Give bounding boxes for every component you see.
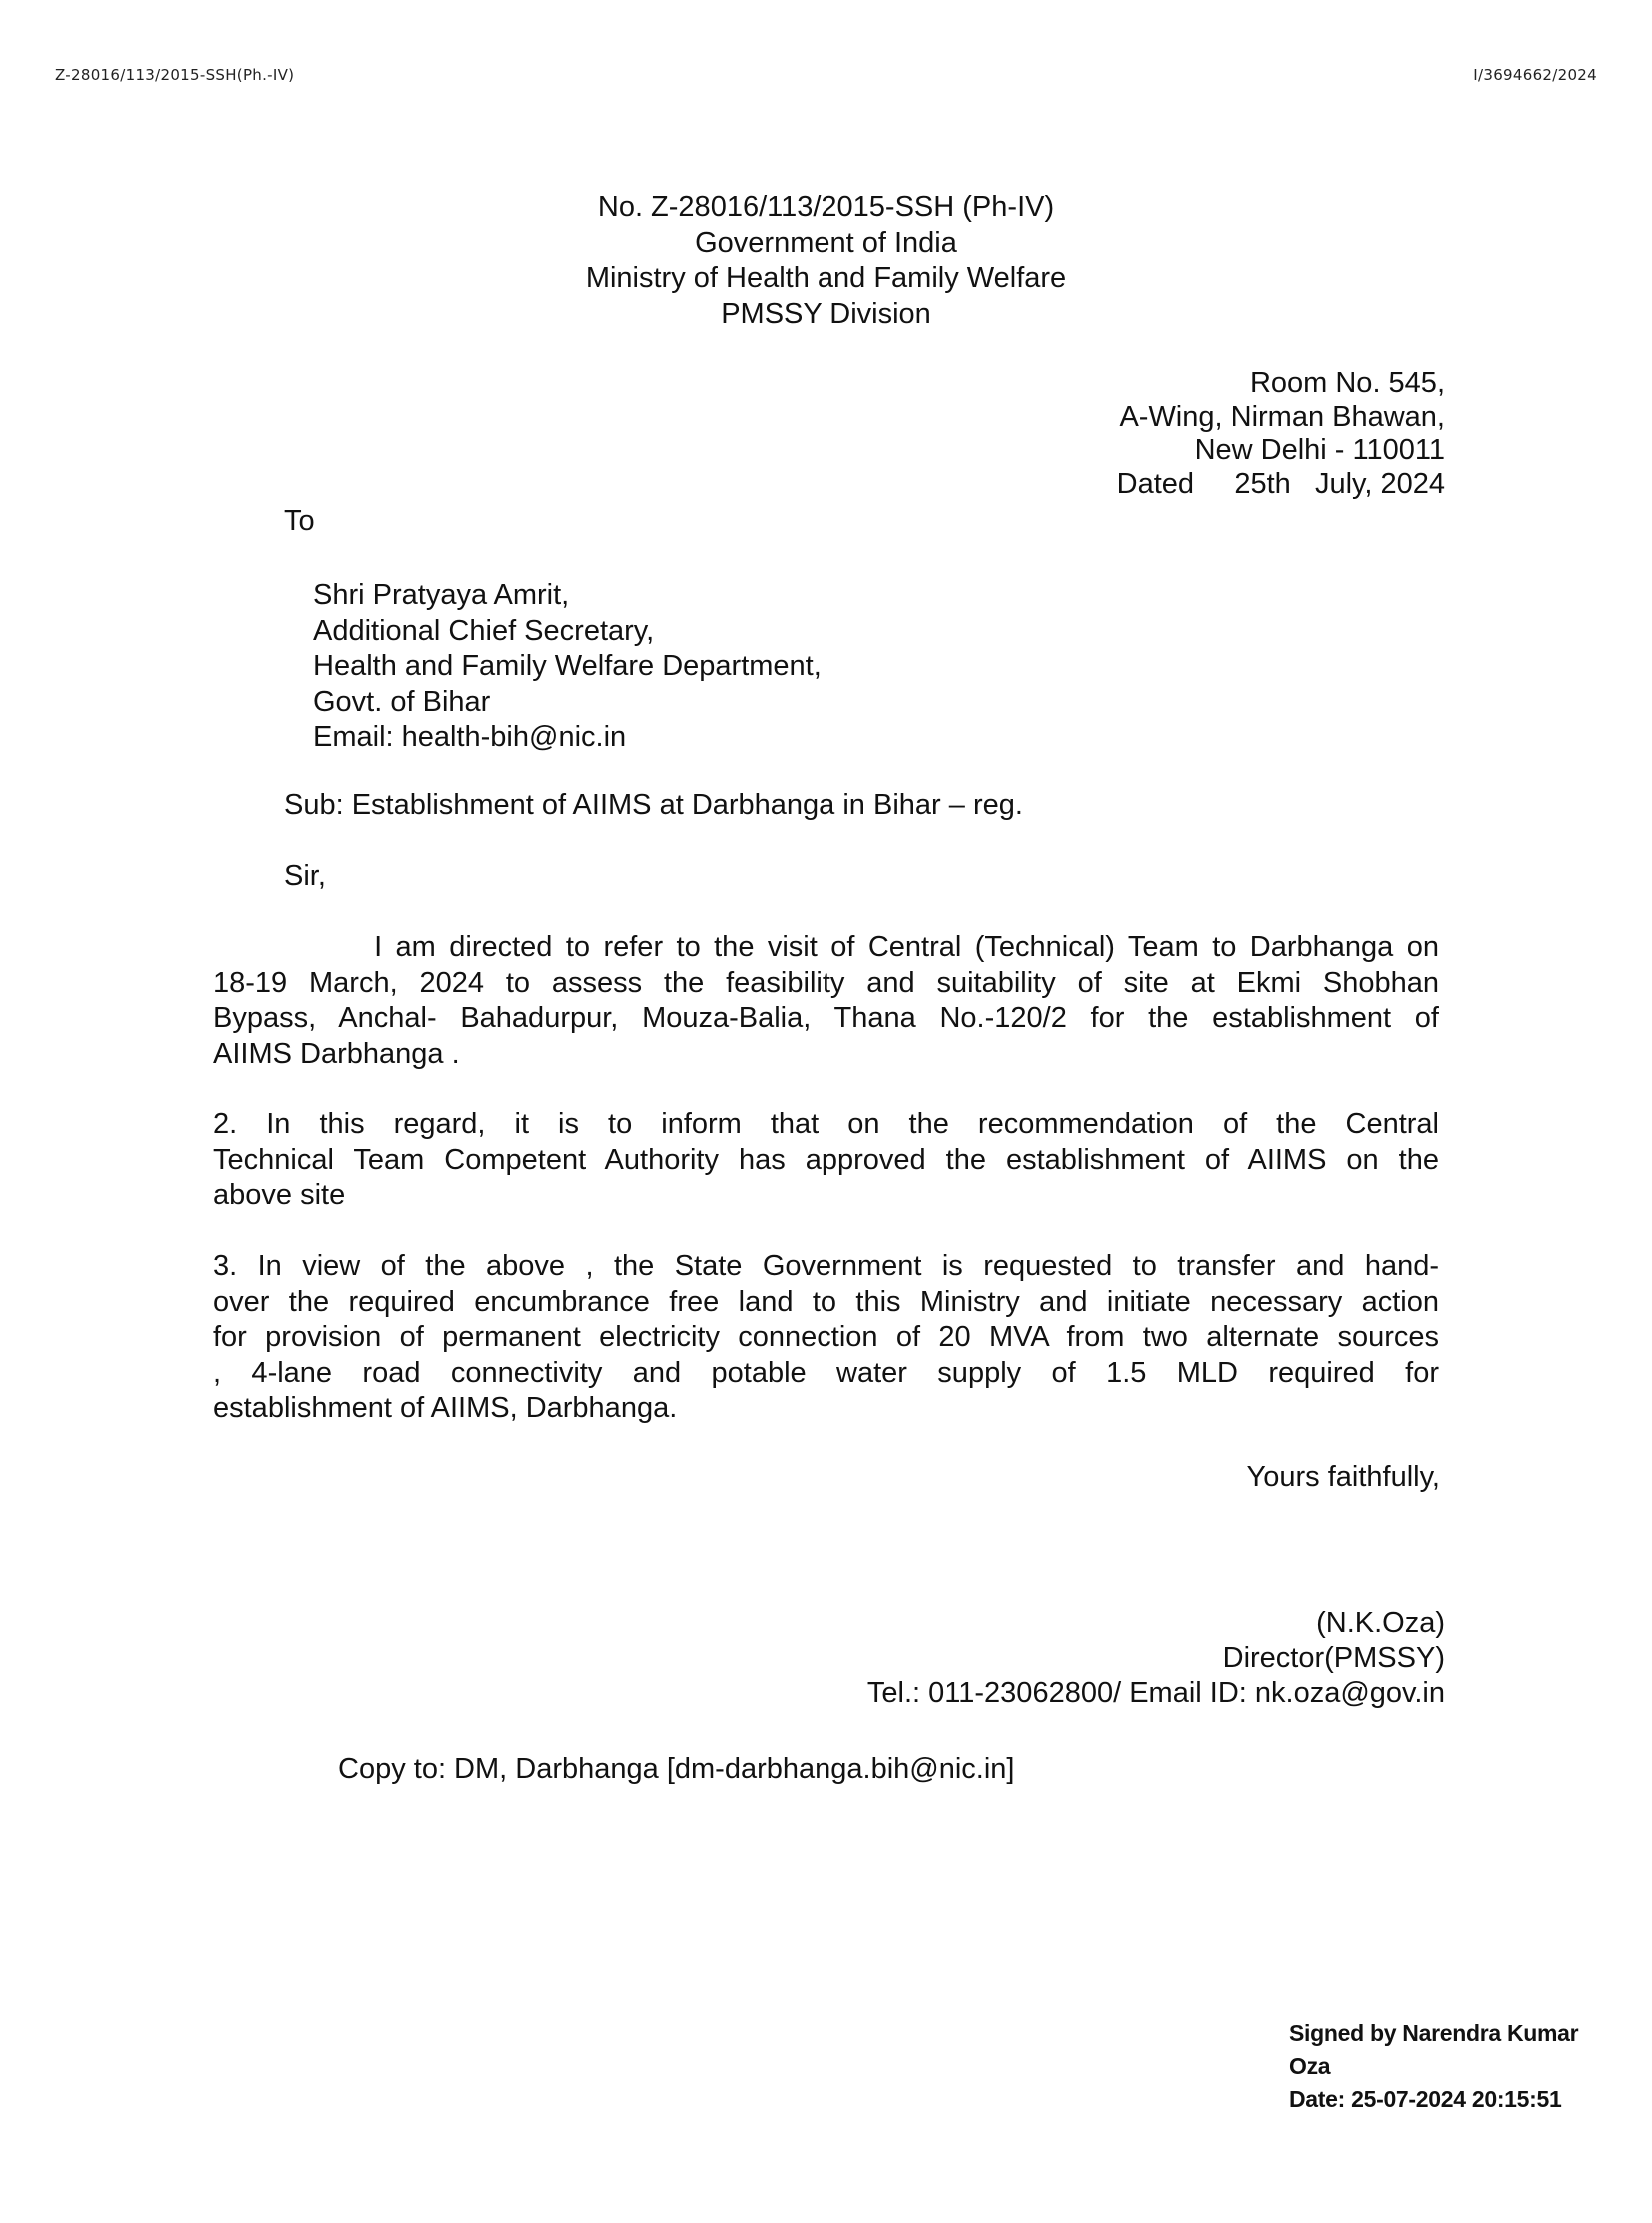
recipient-government: Govt. of Bihar — [313, 685, 491, 718]
sender-room: Room No. 545, — [1249, 367, 1445, 399]
paragraph-line: over the required encumbrance free land to this Ministry and initiate necessary action — [213, 1285, 1439, 1318]
digital-signature-signer: Signed by Narendra Kumar — [1289, 2020, 1579, 2046]
signatory-designation: Director(PMSSY) — [1222, 1642, 1445, 1674]
reference-number: No. Z-28016/113/2015-SSH (Ph-IV) — [597, 191, 1055, 223]
signatory-block — [867, 1606, 1445, 1711]
letter-date: Dated 25th July, 2024 — [1116, 467, 1445, 500]
paragraph-line: for provision of permanent electricity connection of 20 MVA from two alternate sources — [213, 1321, 1439, 1353]
government-name: Government of India — [695, 226, 957, 259]
body-paragraph-3 — [213, 1249, 1439, 1427]
recipient-email: Email: health-bih@nic.in — [313, 721, 627, 753]
digital-signature-stamp — [1289, 2017, 1578, 2116]
paragraph-line: 2. In this regard, it is to inform that on the recommendation of the Central — [213, 1109, 1439, 1140]
salutation: Sir, — [284, 860, 326, 892]
receipt-number-header: I/3694662/2024 — [1473, 66, 1597, 84]
body-paragraph-2 — [213, 1108, 1439, 1214]
paragraph-line: 18-19 March, 2024 to assess the feasibility and suitability of site at Ekmi Shobhan — [213, 966, 1439, 999]
digital-signature-signer-cont: Oza — [1289, 2053, 1331, 2079]
ministry-name: Ministry of Health and Family Welfare — [585, 262, 1067, 294]
letterhead — [0, 190, 1652, 332]
paragraph-line: establishment of AIIMS, Darbhanga. — [213, 1392, 678, 1424]
sender-address — [1117, 367, 1445, 501]
sender-building: A-Wing, Nirman Bhawan, — [1119, 400, 1445, 433]
copy-to: Copy to: DM, Darbhanga [dm-darbhanga.bih@nic.in] — [338, 1753, 1015, 1785]
to-label: To — [284, 505, 315, 537]
signatory-name: (N.K.Oza) — [1316, 1607, 1445, 1639]
paragraph-line: , 4-lane road connectivity and potable water supply of 1.5 MLD required for — [213, 1356, 1439, 1389]
file-number-header: Z-28016/113/2015-SSH(Ph.-IV) — [55, 66, 295, 84]
closing-line: Yours faithfully, — [1246, 1461, 1440, 1493]
paragraph-line: I am directed to refer to the visit of Central (Technical) Team to Darbhanga on — [213, 931, 1439, 963]
digital-signature-date: Date: 25-07-2024 20:15:51 — [1289, 2086, 1562, 2112]
division-name: PMSSY Division — [721, 297, 931, 330]
paragraph-line: AIIMS Darbhanga . — [213, 1037, 460, 1070]
recipient-address — [313, 578, 822, 756]
recipient-name: Shri Pratyaya Amrit, — [313, 579, 570, 611]
recipient-designation: Additional Chief Secretary, — [313, 614, 655, 647]
paragraph-line: above site — [213, 1179, 346, 1211]
paragraph-line: Technical Team Competent Authority has approved the establishment of AIIMS on the — [213, 1143, 1439, 1176]
paragraph-line: 3. In view of the above , the State Government is requested to transfer and hand- — [213, 1250, 1439, 1282]
recipient-department: Health and Family Welfare Department, — [313, 650, 822, 682]
body-paragraph-1 — [213, 930, 1439, 1072]
sender-city: New Delhi - 110011 — [1194, 434, 1445, 466]
signatory-contact: Tel.: 011-23062800/ Email ID: nk.oza@gov.in — [866, 1677, 1445, 1709]
paragraph-line: Bypass, Anchal- Bahadurpur, Mouza-Balia, Thana No.-120/2 for the establishment of — [213, 1002, 1439, 1034]
subject-line: Sub: Establishment of AIIMS at Darbhanga in Bihar – reg. — [284, 789, 1023, 821]
